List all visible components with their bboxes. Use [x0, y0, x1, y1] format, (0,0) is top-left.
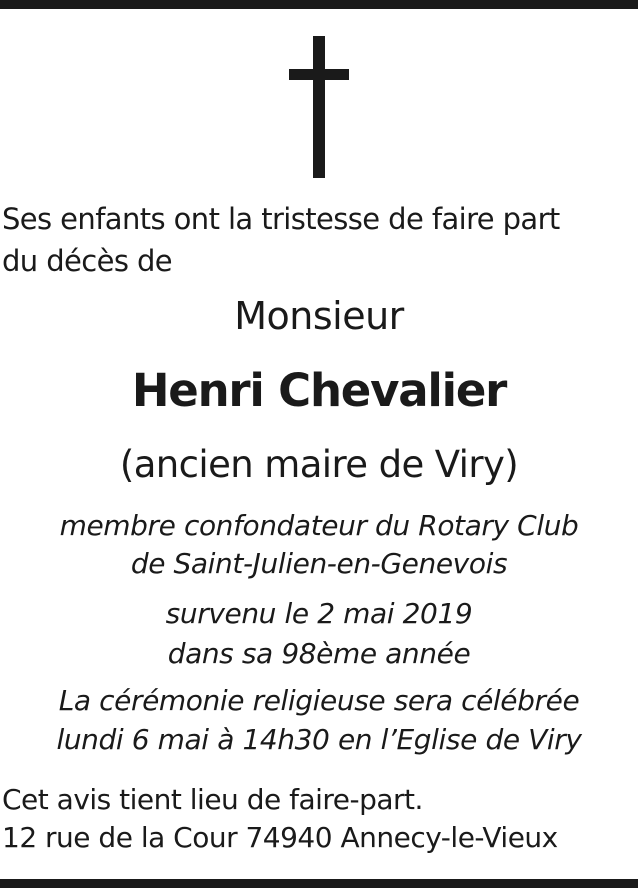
age-line: dans sa 98ème année	[167, 637, 471, 670]
deceased-name: Henri Chevalier	[131, 364, 507, 417]
address-text: 12 rue de la Cour 74940 Annecy-le-Vieux	[2, 821, 558, 854]
membership-line-1: membre confondateur du Rotary Club	[59, 509, 579, 542]
bottom-border-rule	[0, 879, 638, 888]
notice-text: Cet avis tient lieu de faire-part.	[2, 783, 423, 816]
cross-vertical-bar	[313, 36, 325, 178]
former-role: (ancien maire de Viry)	[119, 443, 519, 486]
honorific-title: Monsieur	[234, 294, 404, 338]
death-date-line: survenu le 2 mai 2019	[165, 597, 473, 630]
cross-horizontal-bar	[289, 69, 349, 80]
top-border-rule	[0, 0, 638, 9]
ceremony-line-2: lundi 6 mai à 14h30 en l’Eglise de Viry	[56, 723, 582, 756]
intro-line-2: du décès de	[2, 244, 173, 278]
intro-line-1: Ses enfants ont la tristesse de faire part	[2, 202, 560, 236]
latin-cross-icon	[289, 36, 349, 178]
ceremony-line-1: La cérémonie religieuse sera célébrée	[58, 684, 580, 717]
membership-line-2: de Saint-Julien-en-Genevois	[130, 547, 508, 580]
